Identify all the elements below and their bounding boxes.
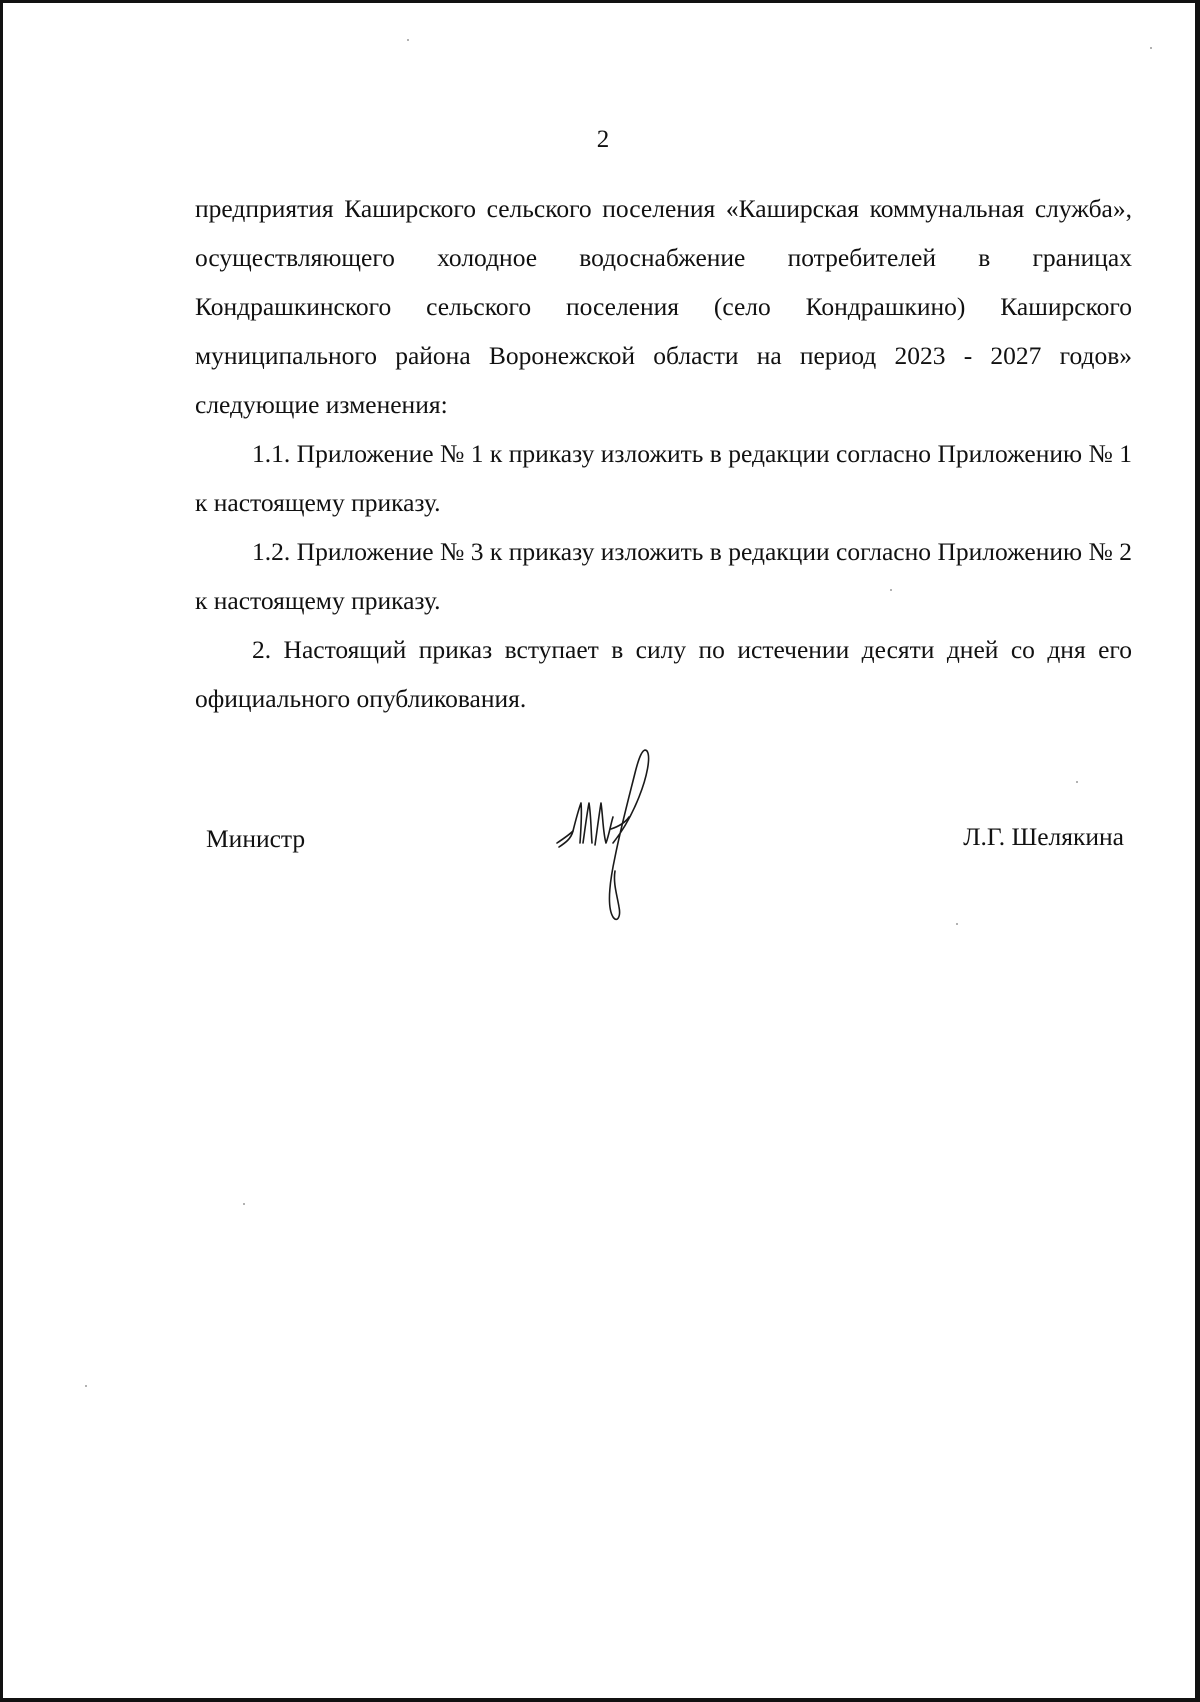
signatory-name: Л.Г. Шелякина	[963, 822, 1124, 851]
signatory-title: Министр	[206, 824, 306, 853]
document-body	[195, 184, 1132, 723]
scan-speck	[85, 1385, 87, 1387]
body-paragraph-continuation: предприятия Каширского сельского поселения «Каширская коммунальная служба», осуществляющего холодное водоснабжение потребителей в границах Кондрашкинского сельского поселения (село Кондрашкино) Каширского муниципального района Воронежской области на период 2023 - 2027 годов» следующие изменения:	[195, 194, 1132, 419]
body-paragraph-item-1-1: 1.1. Приложение № 1 к приказу изложить в редакции согласно Приложению № 1 к настоящему приказу.	[195, 439, 1132, 517]
body-paragraph-item-1-2: 1.2. Приложение № 3 к приказу изложить в редакции согласно Приложению № 2 к настоящему приказу.	[195, 537, 1132, 615]
scan-speck	[890, 589, 892, 591]
scan-speck	[1150, 47, 1152, 49]
scan-speck	[1076, 781, 1078, 783]
scan-speck	[956, 923, 958, 925]
handwritten-signature	[551, 747, 691, 927]
scan-speck	[407, 39, 409, 41]
scan-speck	[243, 1203, 245, 1205]
body-paragraph-item-2: 2. Настоящий приказ вступает в силу по истечении десяти дней со дня его официального опубликования.	[195, 635, 1132, 713]
page-number: 2	[596, 126, 610, 153]
document-page	[3, 3, 1200, 1702]
